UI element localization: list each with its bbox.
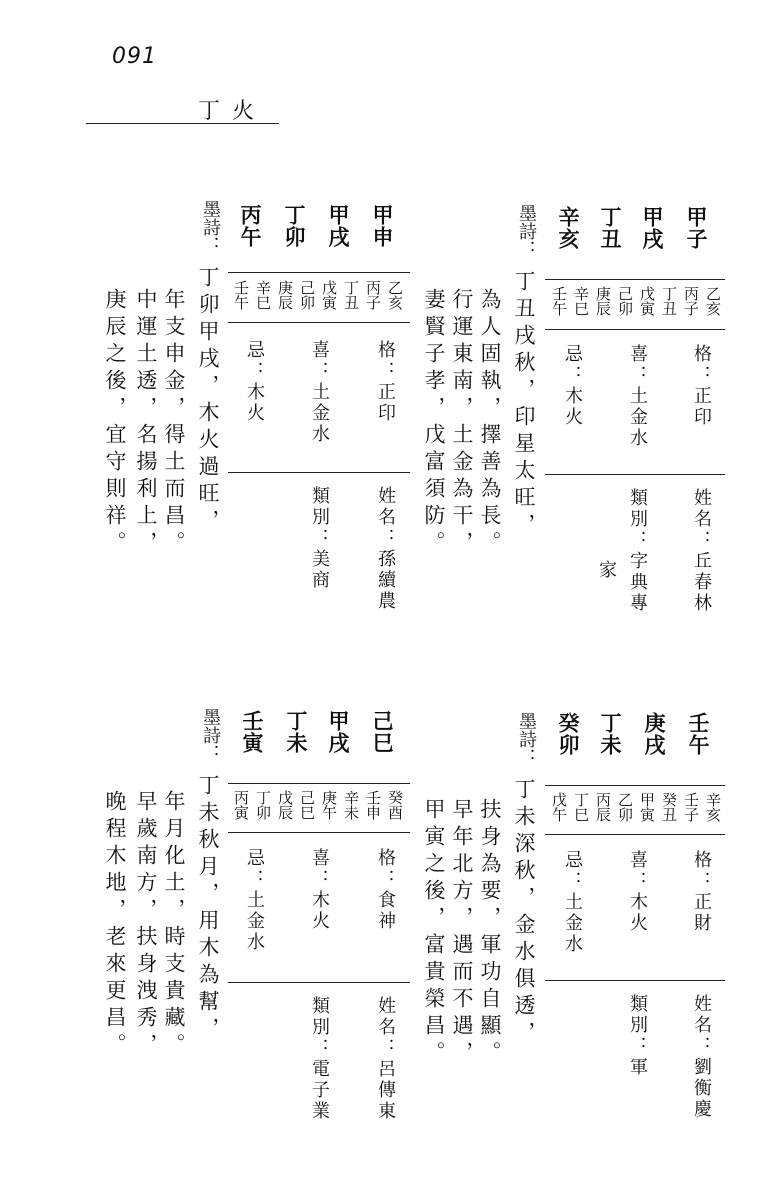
pillar-day: 丁未	[598, 712, 623, 756]
ge-pattern: 格：食神	[375, 848, 396, 932]
pillar-day: 丁未	[284, 710, 309, 754]
person-name: 姓名：呂傳東	[375, 996, 396, 1122]
ge-pattern: 格：正印	[375, 340, 396, 424]
luck-pillar: 丙寅	[232, 790, 250, 820]
poem-line: 丁未秋月，用木為幫，	[196, 774, 220, 1044]
poem-label: 墨詩：	[200, 708, 221, 762]
xi-favorable: 喜：土金水	[309, 340, 330, 445]
poem-line: 妻賢子孝，戊富須防。	[422, 288, 446, 558]
luck-pillar: 庚辰	[276, 280, 294, 310]
luck-pillar: 己巳	[298, 790, 316, 820]
xi-favorable: 喜：木火	[309, 848, 330, 932]
category: 類別：字典專	[627, 488, 648, 614]
luck-pillar: 辛未	[342, 790, 360, 820]
rule-mid	[545, 834, 725, 835]
rule-mid	[228, 322, 410, 323]
luck-pillar: 丙子	[364, 280, 382, 310]
category: 類別：軍	[627, 994, 648, 1078]
pillar-day: 丁丑	[598, 206, 623, 250]
luck-pillar: 辛巳	[572, 286, 590, 316]
luck-pillar: 戊辰	[276, 790, 294, 820]
luck-pillar: 己卯	[616, 286, 634, 316]
luck-pillar: 戊寅	[638, 286, 656, 316]
rule-low	[228, 472, 410, 473]
luck-pillar: 乙卯	[616, 792, 634, 822]
rule-low	[545, 474, 725, 475]
poem-line: 年支申金，得土而昌。	[162, 288, 186, 558]
poem-line: 為人固執，擇善為長。	[478, 288, 502, 558]
pillar-hour: 丙午	[238, 204, 263, 248]
luck-pillar: 癸丑	[660, 792, 678, 822]
poem-line: 年月化土，時支貴藏。	[162, 790, 186, 1060]
category: 類別：美商	[309, 486, 330, 591]
luck-pillar: 丁丑	[342, 280, 360, 310]
pillar-month: 甲戌	[640, 206, 665, 250]
luck-pillar: 戊寅	[320, 280, 338, 310]
pillar-hour: 癸卯	[556, 712, 581, 756]
pillar-year: 甲申	[370, 204, 395, 248]
luck-pillar: 庚辰	[594, 286, 612, 316]
ji-unfavorable: 忌：土金水	[244, 848, 265, 953]
poem-line: 扶身為要，軍功自顯。	[478, 798, 502, 1068]
ji-unfavorable: 忌：土金水	[562, 850, 583, 955]
poem-line: 甲寅之後，富貴榮昌。	[422, 798, 446, 1068]
poem-line: 早歲南方，扶身洩秀，	[134, 790, 158, 1060]
luck-pillar: 乙亥	[704, 286, 722, 316]
luck-pillar: 壬子	[682, 792, 700, 822]
rule-top	[228, 272, 410, 273]
ji-unfavorable: 忌：木火	[562, 344, 583, 428]
section-title: 丁火	[198, 99, 267, 124]
page-number: 091	[112, 44, 157, 69]
rule-low	[545, 980, 725, 981]
category: 類別：電子業	[309, 996, 330, 1122]
ge-pattern: 格：正財	[691, 850, 712, 934]
pillar-hour: 壬寅	[240, 710, 265, 754]
pillar-month: 甲戌	[326, 204, 351, 248]
poem-line: 丁丑戌秋，印星太旺，	[512, 270, 536, 540]
luck-pillar: 丁卯	[254, 790, 272, 820]
luck-pillar: 癸酉	[386, 790, 404, 820]
luck-pillar: 壬午	[550, 286, 568, 316]
pillar-day: 丁卯	[282, 204, 307, 248]
rule-top	[228, 783, 410, 784]
luck-pillar: 辛巳	[254, 280, 272, 310]
luck-pillar: 甲寅	[638, 792, 656, 822]
poem-line: 丁未深秋，金水俱透，	[512, 778, 536, 1048]
pillar-month: 甲戌	[326, 710, 351, 754]
rule-top	[545, 785, 725, 786]
poem-line: 丁卯甲戌，木火過旺，	[196, 266, 220, 536]
rule-mid	[545, 329, 725, 330]
luck-pillar: 壬申	[364, 790, 382, 820]
pillar-hour: 辛亥	[556, 206, 581, 250]
category-cont: 家	[596, 560, 617, 581]
luck-pillar: 丁丑	[660, 286, 678, 316]
rule-mid	[228, 832, 410, 833]
poem-line: 早年北方，遇而不遇，	[450, 798, 474, 1068]
luck-pillar: 乙亥	[386, 280, 404, 310]
luck-pillar: 庚午	[320, 790, 338, 820]
luck-pillar: 壬午	[232, 280, 250, 310]
pillar-year: 己巳	[370, 710, 395, 754]
luck-pillar: 己卯	[298, 280, 316, 310]
ge-pattern: 格：正印	[691, 344, 712, 428]
pillar-month: 庚戌	[642, 712, 667, 756]
person-name: 姓名：孫續農	[375, 486, 396, 612]
xi-favorable: 喜：木火	[627, 850, 648, 934]
pillar-year: 甲子	[684, 206, 709, 250]
poem-line: 行運東南，土金為干，	[450, 288, 474, 558]
poem-line: 晚程木地，老來更昌。	[103, 790, 127, 1060]
header-rule	[86, 123, 279, 124]
xi-favorable: 喜：土金水	[627, 344, 648, 449]
poem-line: 中運土透，名揚利上，	[134, 288, 158, 558]
luck-pillar: 丙子	[682, 286, 700, 316]
pillar-year: 壬午	[686, 712, 711, 756]
rule-low	[228, 982, 410, 983]
poem-label: 墨詩：	[516, 204, 537, 258]
person-name: 姓名：劉衡慶	[691, 994, 712, 1120]
poem-label: 墨詩：	[200, 200, 221, 254]
ji-unfavorable: 忌：木火	[244, 340, 265, 424]
luck-pillar: 丁巳	[572, 792, 590, 822]
rule-top	[545, 279, 725, 280]
person-name: 姓名：丘春林	[691, 488, 712, 614]
luck-pillar: 戊午	[550, 792, 568, 822]
luck-pillar: 辛亥	[704, 792, 722, 822]
luck-pillar: 丙辰	[594, 792, 612, 822]
poem-line: 庚辰之後，宜守則祥。	[103, 288, 127, 558]
poem-label: 墨詩：	[516, 712, 537, 766]
